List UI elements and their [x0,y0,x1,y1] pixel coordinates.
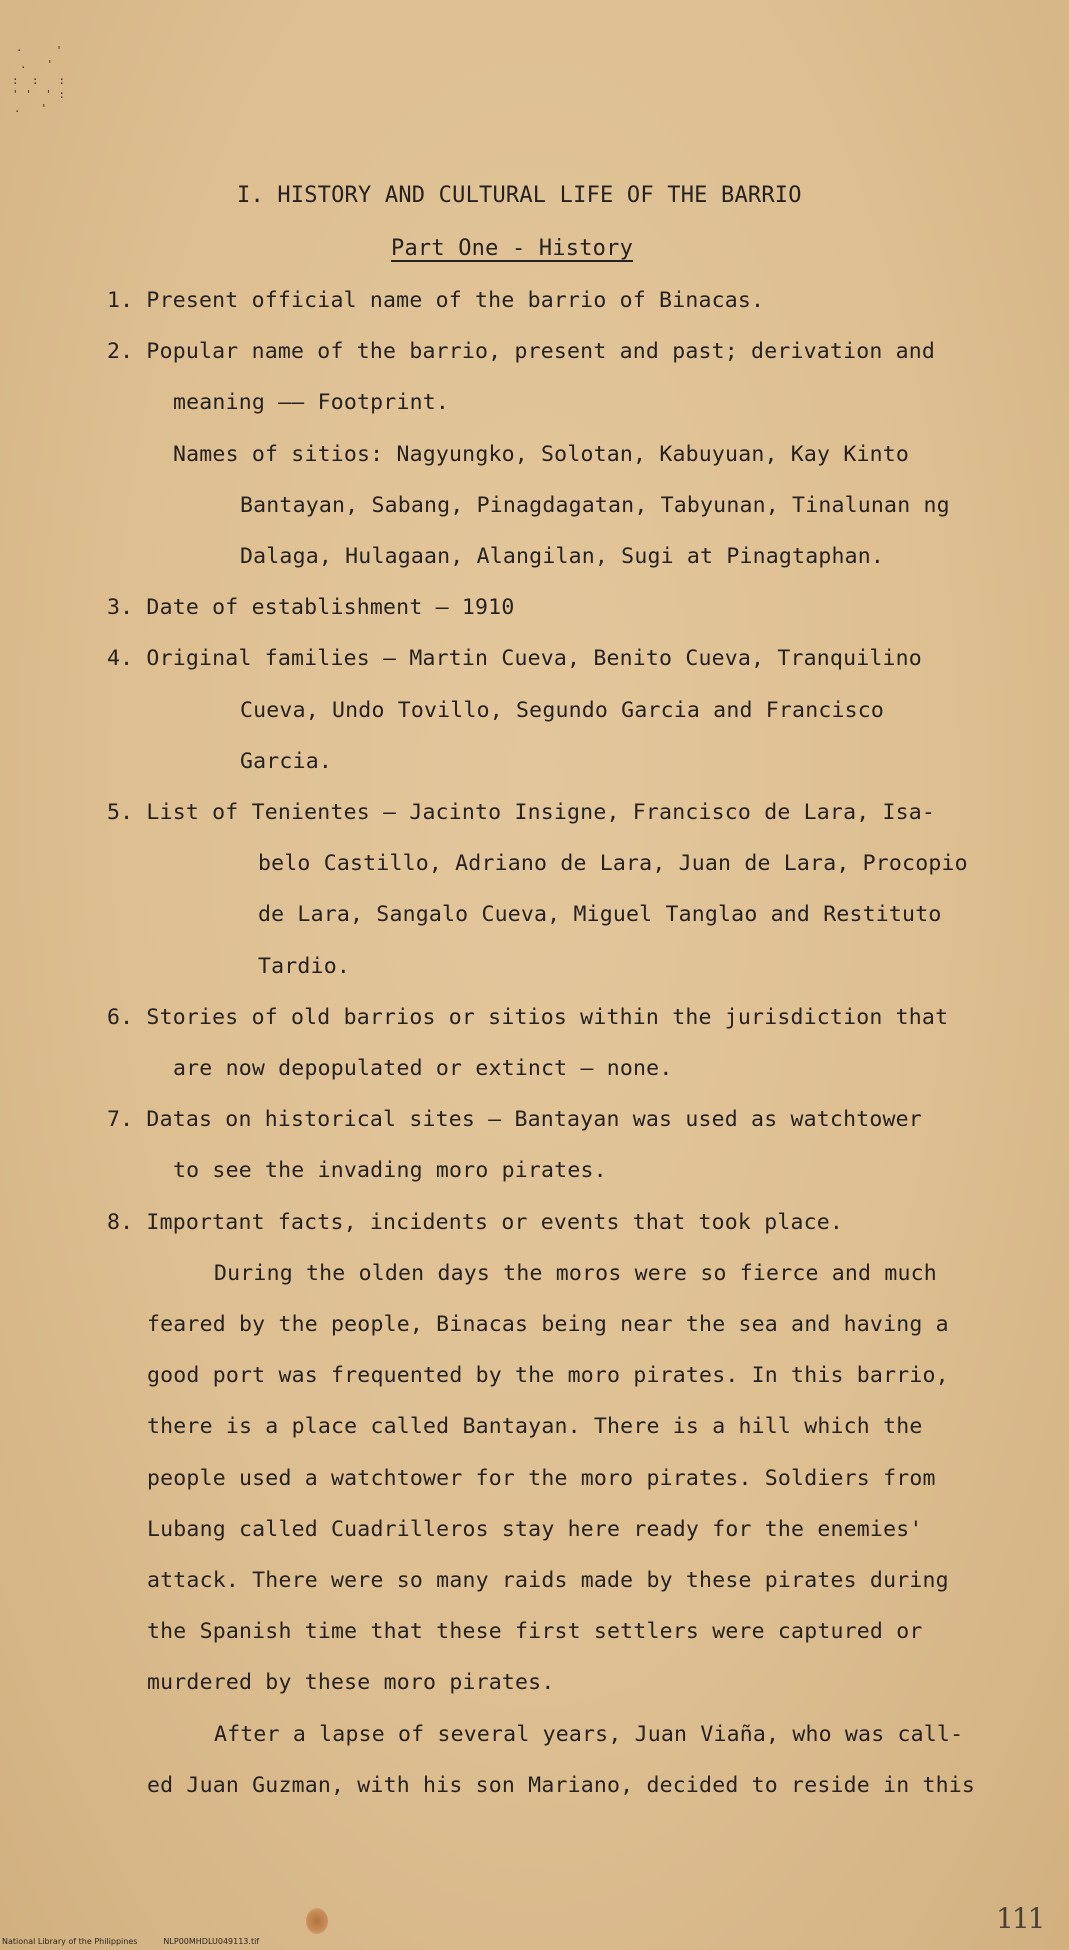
document-line: people used a watchtower for the moro pirates. Soldiers from [147,1466,936,1491]
document-line: 5. List of Tenientes — Jacinto Insigne, Francisco de Lara, Isa- [107,800,936,825]
page-title: I. HISTORY AND CULTURAL LIFE OF THE BARRIO [237,183,802,208]
document-line: Tardio. [258,954,351,979]
document-line: Cueva, Undo Tovillo, Segundo Garcia and Francisco [240,698,885,723]
document-line: After a lapse of several years, Juan Viaña, who was call- [214,1722,964,1747]
handwritten-page-number: 111 [996,1902,1044,1935]
document-line: meaning —— Footprint. [173,390,450,415]
document-line: de Lara, Sangalo Cueva, Miguel Tanglao and Restituto [258,902,942,927]
document-line: Dalaga, Hulagaan, Alangilan, Sugi at Pinagtaphan. [240,544,885,569]
document-line: attack. There were so many raids made by these pirates during [147,1568,949,1593]
document-line: there is a place called Bantayan. There is a hill which the [147,1414,923,1439]
document-line: murdered by these moro pirates. [147,1670,555,1695]
margin-marks: · ' . ' : : : ' ' ' : . ' [12,44,65,115]
library-credit: National Library of the Philippines [2,1937,138,1946]
document-line: 4. Original families — Martin Cueva, Benito Cueva, Tranquilino [107,646,922,671]
document-line: 3. Date of establishment — 1910 [107,595,515,620]
document-line: to see the invading moro pirates. [173,1158,607,1183]
scan-footer [2,1937,259,1946]
document-line: Bantayan, Sabang, Pinagdagatan, Tabyunan, Tinalunan ng [240,493,950,518]
document-line: Lubang called Cuadrilleros stay here ready for the enemies' [147,1517,923,1542]
document-line: Garcia. [240,749,333,774]
document-line: feared by the people, Binacas being near the sea and having a [147,1312,949,1337]
document-line: Names of sitios: Nagyungko, Solotan, Kabuyuan, Kay Kinto [173,442,910,467]
section-subtitle: Part One - History [391,236,634,261]
ink-stain [306,1908,328,1934]
document-line: good port was frequented by the moro pirates. In this barrio, [147,1363,949,1388]
document-line: 2. Popular name of the barrio, present and past; derivation and [107,339,936,364]
document-line: 8. Important facts, incidents or events that took place. [107,1210,844,1235]
document-line: During the olden days the moros were so fierce and much [214,1261,937,1286]
document-line: 7. Datas on historical sites — Bantayan was used as watchtower [107,1107,922,1132]
document-line: belo Castillo, Adriano de Lara, Juan de Lara, Procopio [258,851,968,876]
file-name: NLP00MHDLU049113.tif [163,1937,260,1946]
document-line: 6. Stories of old barrios or sitios within the jurisdiction that [107,1005,949,1030]
document-line: ed Juan Guzman, with his son Mariano, decided to reside in this [147,1773,976,1798]
document-line: are now depopulated or extinct — none. [173,1056,673,1081]
document-line: the Spanish time that these first settlers were captured or [147,1619,923,1644]
document-line: 1. Present official name of the barrio of Binacas. [107,288,765,313]
